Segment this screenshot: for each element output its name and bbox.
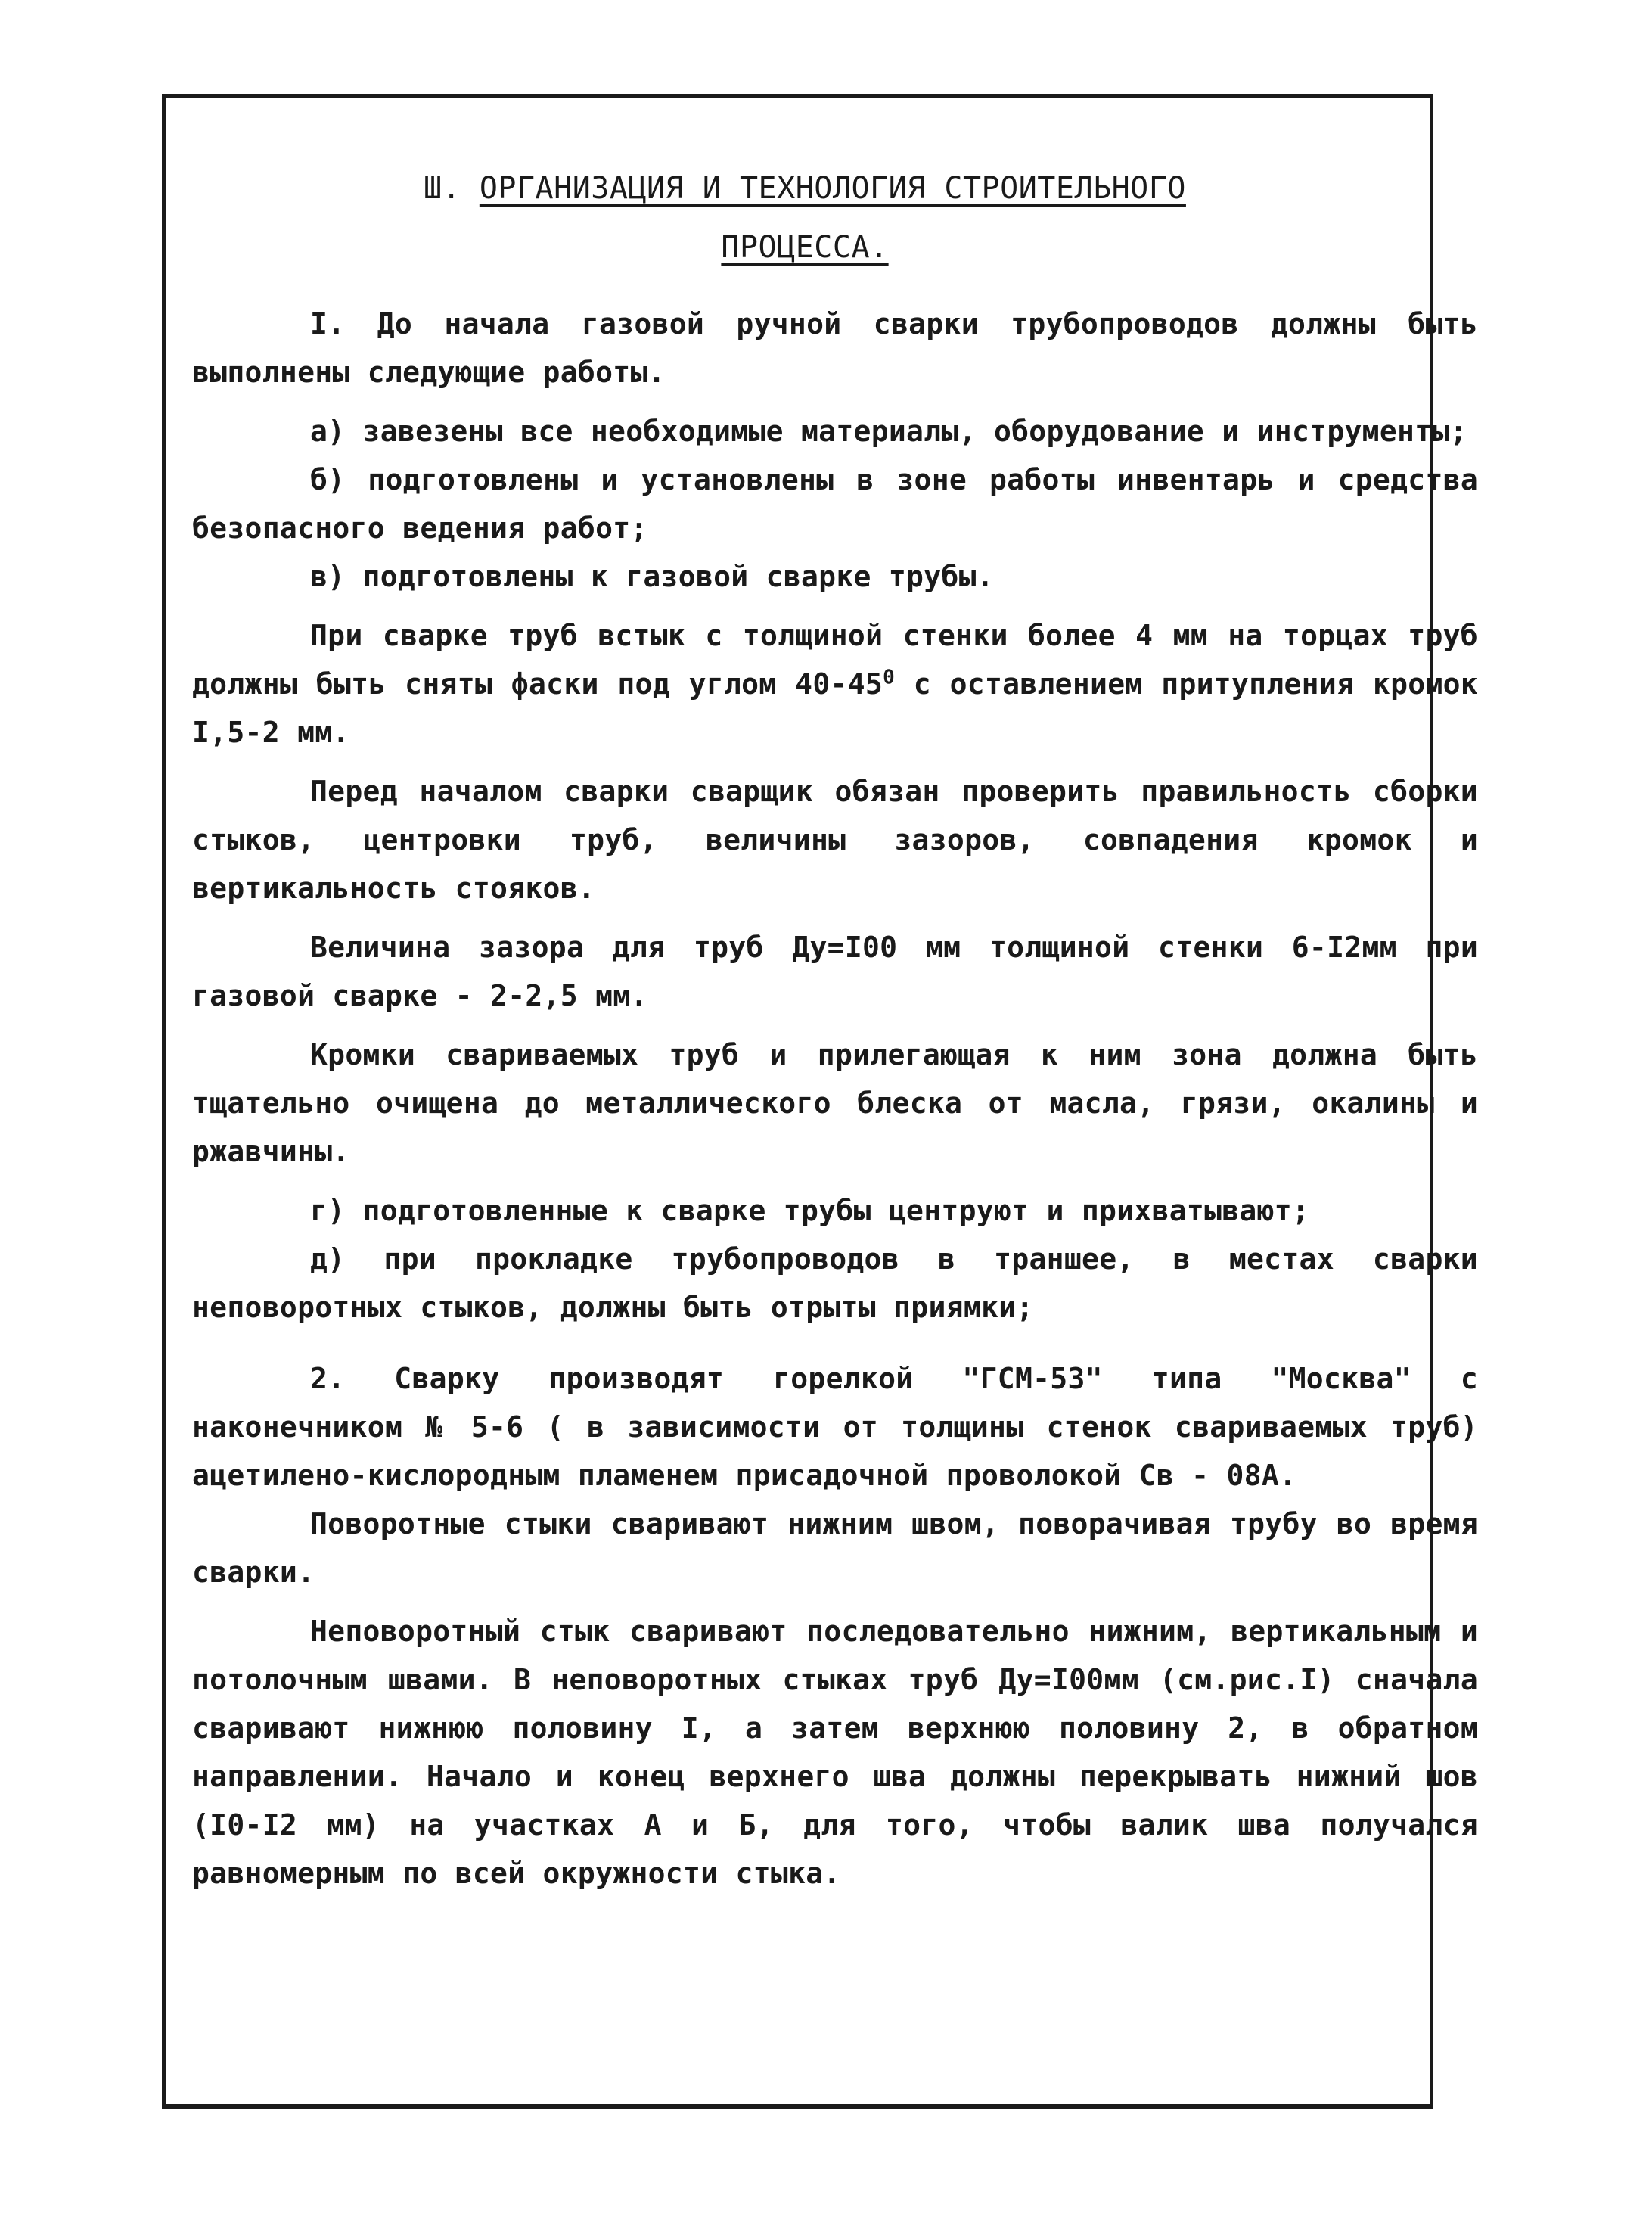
heading-text-2: ПРОЦЕССА. bbox=[721, 230, 889, 265]
heading-line-1 bbox=[192, 159, 1418, 218]
bevel-text-pre: При сварке труб встык с толщиной стенки более 4 мм на торцах труб должны быть сняты фаски под углом 40-45 bbox=[192, 619, 1478, 701]
paragraph-inspection: Перед началом сварки сварщик обязан проверить правильность сборки стыков, центровки труб, величины зазоров, совпадения кромок и вертикальность стояков. bbox=[192, 775, 1478, 905]
section-heading bbox=[192, 159, 1478, 277]
paragraph-cleaning: Кромки свариваемых труб и прилегающая к ним зона должна быть тщательно очищена до металлического блеска от масла, грязи, окалины и ржавчины. bbox=[192, 1038, 1478, 1168]
paragraph-item-a: а) завезены все необходимые материалы, оборудование и инструменты; bbox=[310, 415, 1467, 448]
paragraph-bevel bbox=[192, 611, 1478, 757]
degree-superscript: 0 bbox=[883, 666, 896, 689]
heading-text-1: ОРГАНИЗАЦИЯ И ТЕХНОЛОГИЯ СТРОИТЕЛЬНОГО bbox=[479, 171, 1186, 206]
paragraph-gap: Величина зазора для труб Ду=I00 мм толщиной стенки 6-I2мм при газовой сварке - 2-2,5 мм. bbox=[192, 931, 1478, 1012]
bevel-text-post: с оставлением притупления кромок I,5-2 мм. bbox=[192, 667, 1478, 749]
paragraph-item-b: б) подготовлены и установлены в зоне работы инвентарь и средства безопасного ведения работ; bbox=[192, 463, 1478, 545]
paragraph-rotary-joints: Поворотные стыки сваривают нижним швом, поворачивая трубу во время сварки. bbox=[192, 1507, 1478, 1589]
document-body bbox=[192, 159, 1478, 1898]
paragraph-item-d: д) при прокладке трубопроводов в траншее, в местах сварки неповоротных стыков, должны быть отрыты приямки; bbox=[192, 1242, 1478, 1324]
paragraph-item-g: г) подготовленные к сварке трубы центруют и прихватывают; bbox=[310, 1194, 1310, 1227]
heading-line-2 bbox=[192, 218, 1418, 277]
section-numeral: Ш. bbox=[424, 171, 461, 206]
paragraph-item-v: в) подготовлены к газовой сварке трубы. bbox=[310, 560, 994, 593]
paragraph-2: 2. Сварку производят горелкой "ГСМ-53" типа "Москва" с наконечником № 5-6 ( в зависимости от толщины стенок свариваемых труб) ацетилено-кислородным пламенем присадочной проволокой Св - 08А. bbox=[192, 1362, 1478, 1492]
paragraph-1: I. До начала газовой ручной сварки трубопроводов должны быть выполнены следующие работы. bbox=[192, 307, 1478, 389]
paragraph-fixed-joints: Неповоротный стык сваривают последовательно нижним, вертикальным и потолочным швами. В неповоротных стыках труб Ду=I00мм (см.рис.I) сначала сваривают нижнюю половину I, а затем верхнюю половину 2, в обратном направлении. Начало и конец верхнего шва должны перекрывать нижний шов (I0-I2 мм) на участках А и Б, для того, чтобы валик шва получался равномерным по всей окружности стыка. bbox=[192, 1615, 1478, 1890]
